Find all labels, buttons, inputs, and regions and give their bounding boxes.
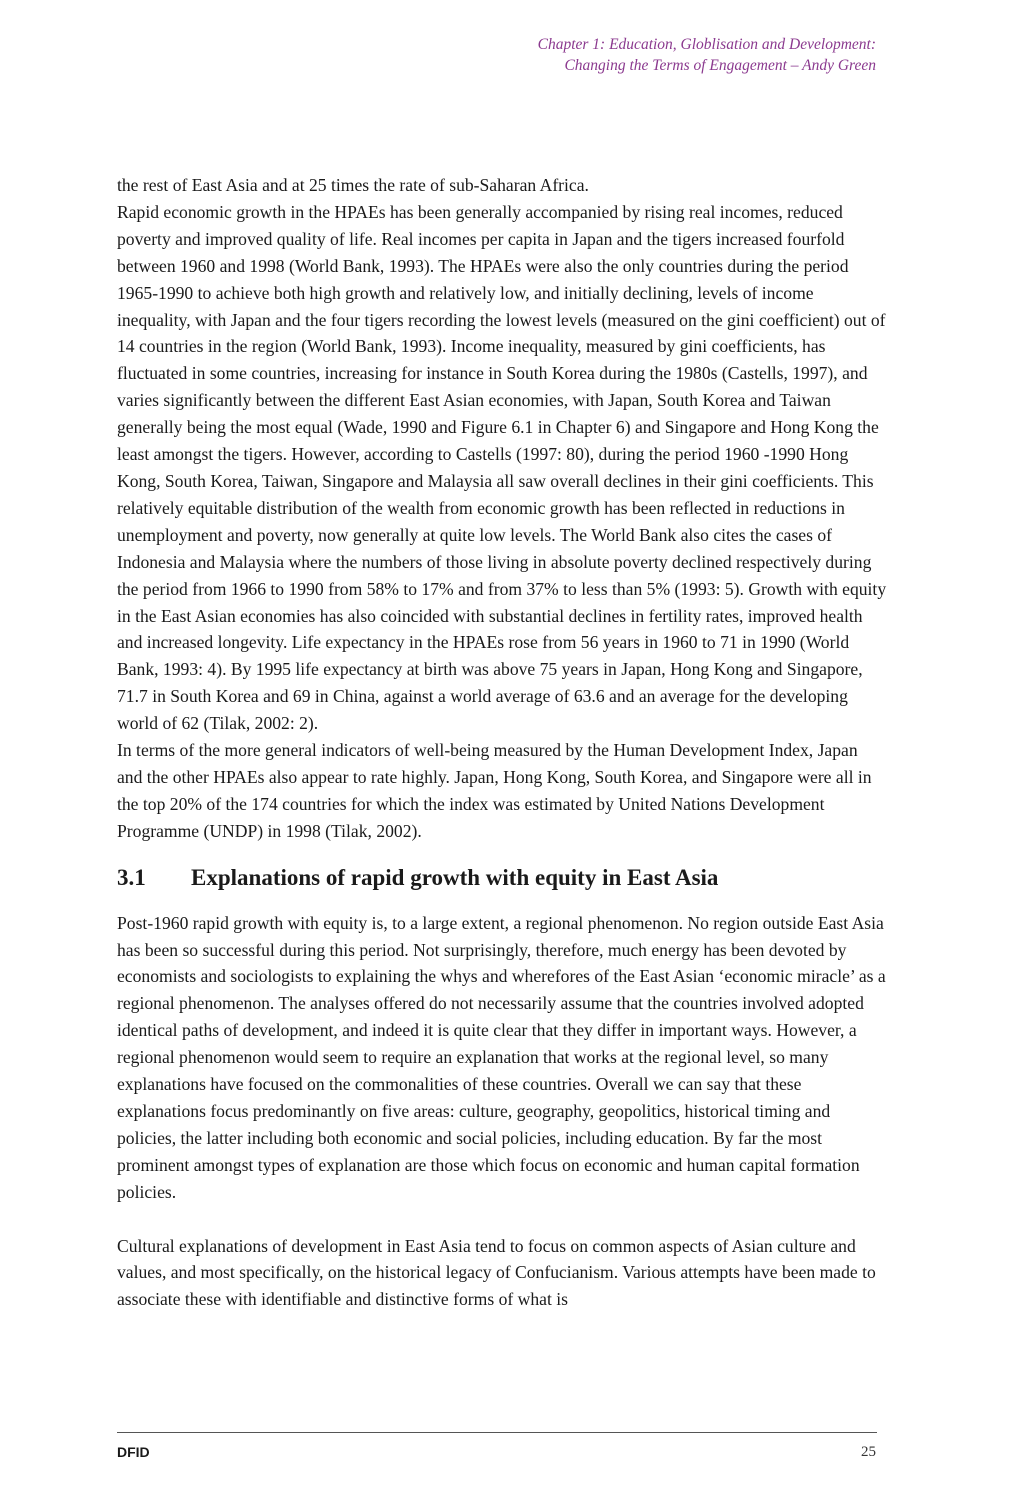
page-number: 25 xyxy=(861,1444,876,1460)
footer-publisher: DFID xyxy=(117,1444,150,1460)
paragraph-3: In terms of the more general indicators of well-being measured by the Human Development Index, Japan and the other HPAEs also appear to rate highly. Japan, Hong Kong, South Korea, and Singapore were all in the top 20% of the 174 countries for which the index was estimated by United Nations Development Programme (UNDP) in 1998 (Tilak, 2002). xyxy=(117,740,872,841)
paragraph-5: Cultural explanations of development in East Asia tend to focus on common aspects of Asian culture and values, and most specifically, on the historical legacy of Confucianism. Various attempts have been made to associate these with identifiable and distinctive forms of what is xyxy=(117,1235,876,1310)
running-header xyxy=(538,34,876,76)
section-number: 3.1 xyxy=(117,864,146,890)
running-header-line-2: Changing the Terms of Engagement – Andy Green xyxy=(564,57,876,74)
section-title: Explanations of rapid growth with equity in East Asia xyxy=(191,864,719,890)
paragraph-4: Post-1960 rapid growth with equity is, to a large extent, a regional phenomenon. No region outside East Asia has been so successful during this period. Not surprisingly, therefore, much energy has been devoted by economists and sociologists to explaining the whys and wherefores of the East Asian ‘economic miracle’ as a regional phenomenon. The analyses offered do not necessarily assume that the countries involved adopted identical paths of development, and indeed it is quite clear that they differ in important ways. However, a regional phenomenon would seem to require an explanation that works at the regional level, so many explanations have focused on the commonalities of these countries. Overall we can say that these explanations focus predominantly on five areas: culture, geography, geopolitics, historical timing and policies, the latter including both economic and social policies, including education. By far the most prominent amongst types of explanation are those which focus on economic and human capital formation policies. xyxy=(117,912,886,1202)
footer-rule xyxy=(117,1432,877,1433)
body-text xyxy=(117,172,887,1313)
running-header-line-1: Chapter 1: Education, Globlisation and Development: xyxy=(537,36,876,53)
paragraph-1: the rest of East Asia and at 25 times the rate of sub-Saharan Africa. xyxy=(117,175,589,195)
section-heading xyxy=(117,862,887,894)
paragraph-2: Rapid economic growth in the HPAEs has been generally accompanied by rising real incomes, reduced poverty and improved quality of life. Real incomes per capita in Japan and the tigers increased fourfold between 1960 and 1998 (World Bank, 1993). The HPAEs were also the only countries during the period 1965-1990 to achieve both high growth and relatively low, and initially declining, levels of income inequality, with Japan and the four tigers recording the lowest levels (measured on the gini coefficient) out of 14 countries in the region (World Bank, 1993). Income inequality, measured by gini coefficients, has fluctuated in some countries, increasing for instance in South Korea during the 1980s (Castells, 1997), and varies significantly between the different East Asian economies, with Japan, South Korea and Taiwan generally being the most equal (Wade, 1990 and Figure 6.1 in Chapter 6) and Singapore and Hong Kong the least amongst the tigers. However, according to Castells (1997: 80), during the period 1960 -1990 Hong Kong, South Korea, Taiwan, Singapore and Malaysia all saw overall declines in their gini coefficients. This relatively equitable distribution of the wealth from economic growth has been reflected in reductions in unemployment and poverty, now generally at quite low levels. The World Bank also cites the cases of Indonesia and Malaysia where the numbers of those living in absolute poverty declined respectively during the period from 1966 to 1990 from 58% to 17% and from 37% to less than 5% (1993: 5). Growth with equity in the East Asian economies has also coincided with substantial declines in fertility rates, improved health and increased longevity. Life expectancy in the HPAEs rose from 56 years in 1960 to 71 in 1990 (World Bank, 1993: 4). By 1995 life expectancy at birth was above 75 years in Japan, Hong Kong and Singapore, 71.7 in South Korea and 69 in China, against a world average of 63.6 and an average for the developing world of 62 (Tilak, 2002: 2). xyxy=(117,201,887,734)
